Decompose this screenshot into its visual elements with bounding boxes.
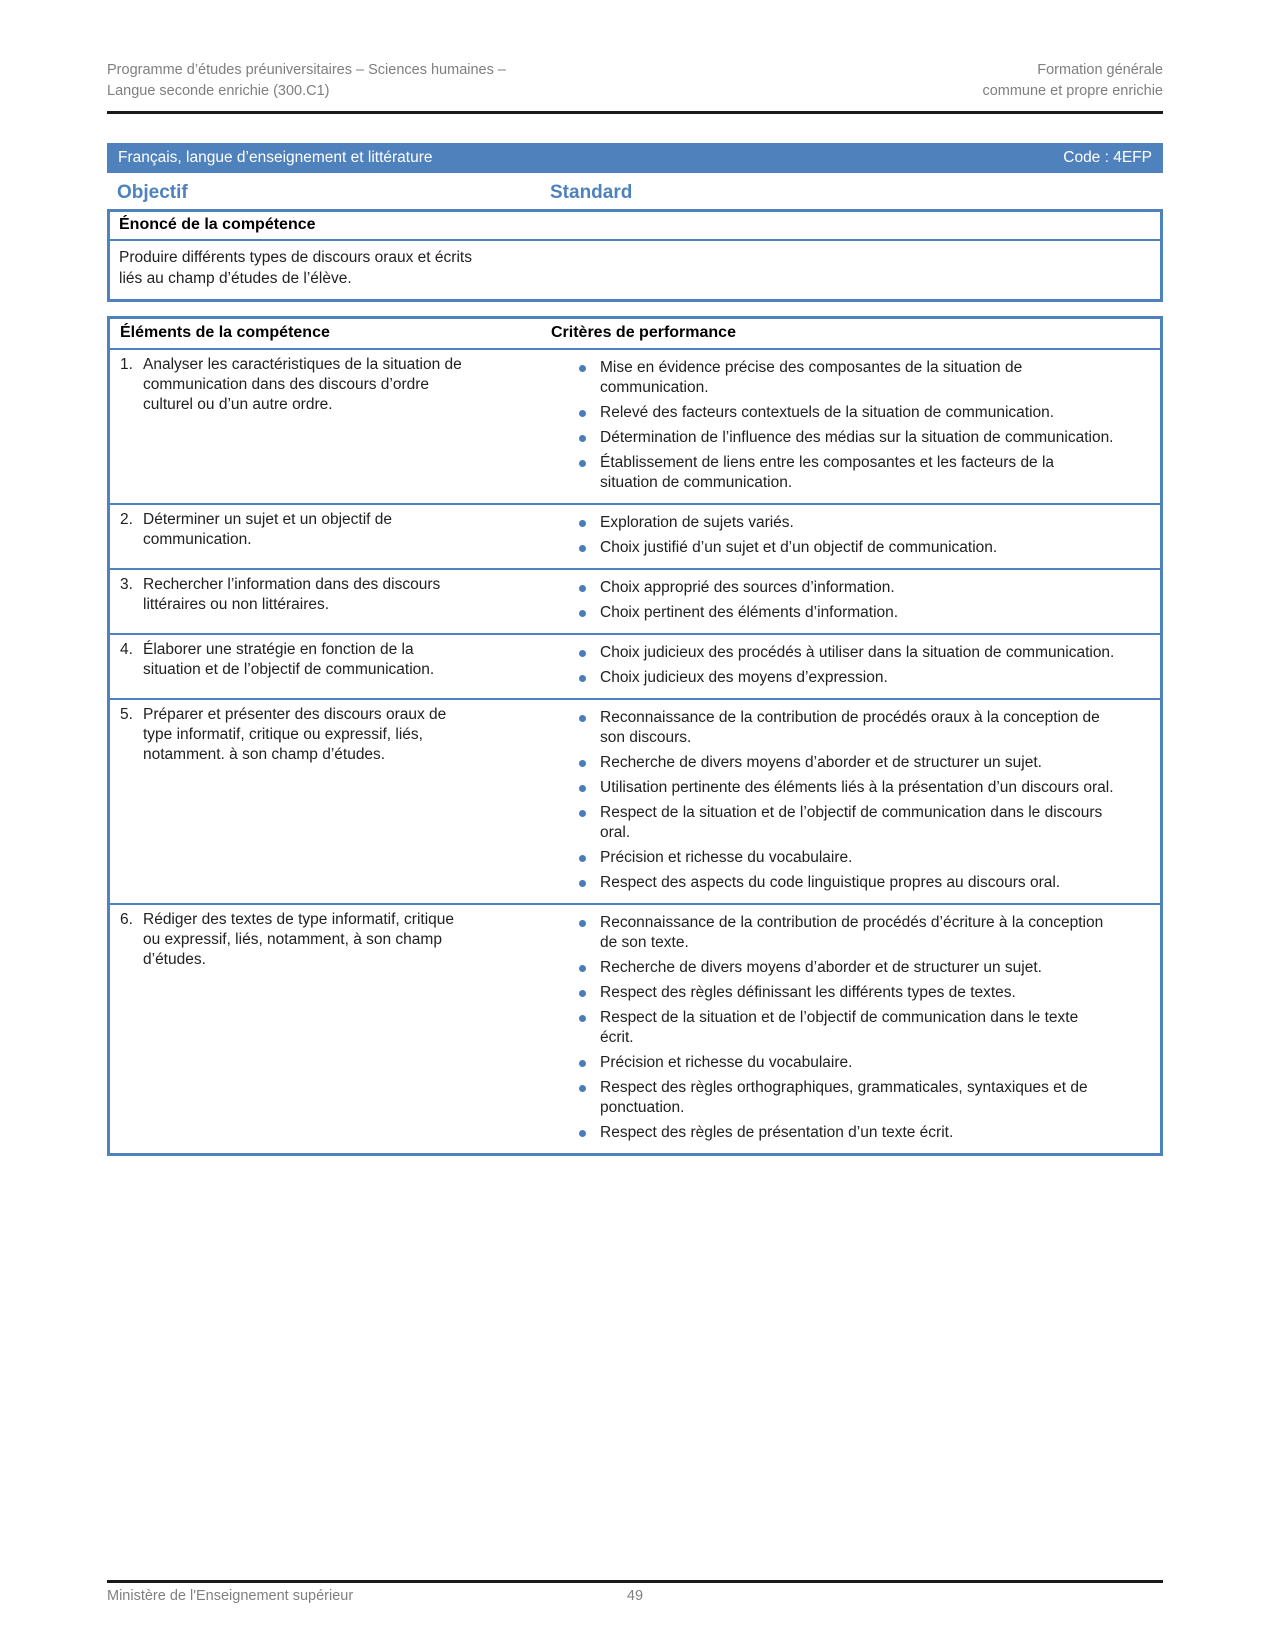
bullet-icon [579, 855, 586, 862]
header-left-line2: Langue seconde enrichie (300.C1) [107, 83, 330, 99]
element-cell [110, 510, 551, 563]
criterion-text: Reconnaissance de la contribution de procédés d’écriture à la conception de son texte. [600, 914, 1104, 951]
criterion-text: Respect des règles de présentation d’un texte écrit. [600, 1124, 954, 1141]
table-row [110, 570, 1160, 635]
bullet-icon [579, 715, 586, 722]
element-number: 1. [120, 356, 133, 373]
bullet-icon [579, 785, 586, 792]
criterion-text: Recherche de divers moyens d’aborder et de structurer un sujet. [600, 959, 1042, 976]
criterion-text: Respect des règles définissant les différents types de textes. [600, 984, 1016, 1001]
header-rule [107, 111, 1163, 114]
criterion-item [551, 1053, 1115, 1073]
element-cell [110, 575, 551, 628]
section-headings [107, 176, 1163, 209]
element-cell [110, 910, 551, 1148]
bullet-icon [579, 920, 586, 927]
criterion-item [551, 603, 1115, 623]
criterion-item [551, 428, 1115, 448]
enonce-text: Produire différents types de discours oraux et écrits liés au champ d’études de l’élève. [119, 249, 472, 287]
element-number: 2. [120, 511, 133, 528]
criterion-text: Précision et richesse du vocabulaire. [600, 1054, 853, 1071]
criterion-text: Recherche de divers moyens d’aborder et de structurer un sujet. [600, 754, 1042, 771]
criterion-text: Respect des aspects du code linguistique propres au discours oral. [600, 874, 1061, 891]
criterion-item [551, 958, 1115, 978]
criterion-item [551, 668, 1115, 688]
bullet-icon [579, 760, 586, 767]
bullet-icon [579, 410, 586, 417]
criterion-item [551, 1078, 1115, 1118]
course-title: Français, langue d’enseignement et littérature [118, 149, 433, 166]
element-number: 3. [120, 576, 133, 593]
header-right-line1: Formation générale [1037, 62, 1163, 78]
bullet-icon [579, 520, 586, 527]
criterion-item [551, 538, 1115, 558]
element-text: Préparer et présenter des discours oraux de type informatif, critique ou expressif, liés, notamment. à son champ d’études. [143, 706, 447, 763]
bullet-icon [579, 1015, 586, 1022]
criterion-item [551, 358, 1115, 398]
bullet-icon [579, 365, 586, 372]
criteria-cell [551, 355, 1160, 498]
element-text: Rechercher l’information dans des discours littéraires ou non littéraires. [143, 576, 441, 613]
page-content [107, 0, 1163, 1156]
footer-rule [107, 1580, 1163, 1583]
criterion-text: Choix judicieux des procédés à utiliser dans la situation de communication. [600, 644, 1115, 661]
criterion-text: Utilisation pertinente des éléments liés à la présentation d’un discours oral. [600, 779, 1114, 796]
criterion-item [551, 913, 1115, 953]
table-header-row [110, 319, 1160, 350]
criterion-item [551, 848, 1115, 868]
criterion-item [551, 708, 1115, 748]
header-right-line2: commune et propre enrichie [982, 83, 1163, 99]
criterion-text: Choix judicieux des moyens d’expression. [600, 669, 888, 686]
criteria-cell [551, 575, 1160, 628]
page-number: 49 [626, 1588, 644, 1604]
page-header [107, 0, 1163, 102]
course-title-banner [107, 143, 1163, 173]
course-code: Code : 4EFP [1063, 149, 1152, 166]
criterion-item [551, 403, 1115, 423]
bullet-icon [579, 610, 586, 617]
header-left-line1: Programme d’études préuniversitaires – Sciences humaines – [107, 62, 506, 78]
criterion-item [551, 578, 1115, 598]
bullet-icon [579, 1130, 586, 1137]
element-text: Analyser les caractéristiques de la situation de communication dans des discours d’ordre culturel ou d’un autre ordre. [143, 356, 462, 413]
criterion-text: Respect des règles orthographiques, grammaticales, syntaxiques et de ponctuation. [600, 1079, 1088, 1116]
criterion-item [551, 453, 1115, 493]
element-text: Déterminer un sujet et un objectif de communication. [143, 511, 392, 548]
criteres-column-header: Critères de performance [551, 324, 736, 341]
ministry-label: Ministère de l'Enseignement supérieur [107, 1588, 354, 1604]
bullet-icon [579, 545, 586, 552]
criteria-cell [551, 910, 1160, 1148]
criteria-cell [551, 705, 1160, 898]
bullet-icon [579, 1085, 586, 1092]
table-row [110, 635, 1160, 700]
criterion-text: Mise en évidence précise des composantes de la situation de communication. [600, 359, 1023, 396]
bullet-icon [579, 460, 586, 467]
enonce-box [107, 209, 1163, 302]
enonce-heading: Énoncé de la compétence [110, 212, 1160, 241]
criterion-text: Détermination de l’influence des médias sur la situation de communication. [600, 429, 1114, 446]
criterion-item [551, 513, 1115, 533]
header-right [982, 60, 1163, 102]
element-number: 5. [120, 706, 133, 723]
standard-heading: Standard [550, 182, 633, 203]
element-cell [110, 355, 551, 498]
element-number: 4. [120, 641, 133, 658]
table-row [110, 350, 1160, 505]
element-cell [110, 705, 551, 898]
header-left [107, 60, 506, 102]
criterion-item [551, 753, 1115, 773]
criterion-text: Choix justifié d’un sujet et d’un objectif de communication. [600, 539, 998, 556]
bullet-icon [579, 435, 586, 442]
criterion-item [551, 983, 1115, 1003]
criterion-item [551, 1123, 1115, 1143]
bullet-icon [579, 675, 586, 682]
table-row [110, 700, 1160, 905]
element-text: Élaborer une stratégie en fonction de la situation et de l’objectif de communication. [143, 641, 435, 678]
bullet-icon [579, 880, 586, 887]
criterion-item [551, 778, 1115, 798]
criterion-text: Établissement de liens entre les composantes et les facteurs de la situation de communication. [600, 454, 1055, 491]
criterion-text: Précision et richesse du vocabulaire. [600, 849, 853, 866]
criterion-text: Respect de la situation et de l’objectif de communication dans le texte écrit. [600, 1009, 1079, 1046]
bullet-icon [579, 965, 586, 972]
table-body [110, 350, 1160, 1153]
criterion-text: Respect de la situation et de l’objectif de communication dans le discours oral. [600, 804, 1103, 841]
elements-column-header: Éléments de la compétence [120, 324, 330, 341]
table-row [110, 505, 1160, 570]
criterion-text: Choix approprié des sources d’information. [600, 579, 895, 596]
bullet-icon [579, 650, 586, 657]
enonce-body [110, 241, 1160, 299]
criterion-item [551, 803, 1115, 843]
bullet-icon [579, 1060, 586, 1067]
table-row [110, 905, 1160, 1153]
criterion-text: Exploration de sujets variés. [600, 514, 794, 531]
page-footer [107, 1580, 1163, 1604]
criterion-text: Reconnaissance de la contribution de procédés oraux à la conception de son discours. [600, 709, 1100, 746]
criterion-item [551, 643, 1115, 663]
element-number: 6. [120, 911, 133, 928]
objectif-heading: Objectif [117, 182, 188, 203]
footer-row [107, 1588, 1163, 1604]
criterion-text: Relevé des facteurs contextuels de la situation de communication. [600, 404, 1055, 421]
competence-table [107, 316, 1163, 1156]
criterion-item [551, 1008, 1115, 1048]
element-cell [110, 640, 551, 693]
criterion-item [551, 873, 1115, 893]
criteria-cell [551, 640, 1160, 693]
criteria-cell [551, 510, 1160, 563]
bullet-icon [579, 810, 586, 817]
bullet-icon [579, 990, 586, 997]
criterion-text: Choix pertinent des éléments d’information. [600, 604, 899, 621]
bullet-icon [579, 585, 586, 592]
element-text: Rédiger des textes de type informatif, critique ou expressif, liés, notamment, à son champ d’études. [143, 911, 455, 968]
